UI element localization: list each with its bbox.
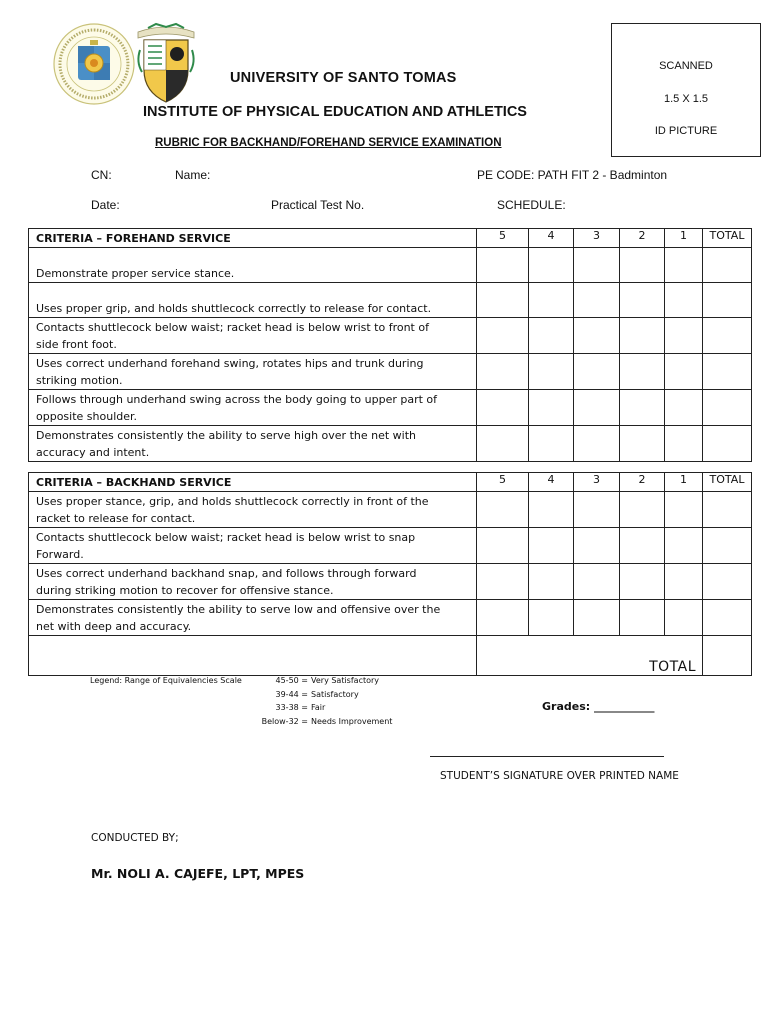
forehand-score-header-2: 3 [574,229,620,248]
forehand-table [28,228,752,462]
legend-range: Below-32 = [261,716,308,726]
forehand-criteria-title: CRITERIA – FOREHAND SERVICE [29,229,477,248]
forehand-score-cell[interactable] [574,248,620,283]
forehand-score-cell[interactable] [574,318,620,354]
signature-label: STUDENT’S SIGNATURE OVER PRINTED NAME [440,770,679,782]
backhand-criterion-line: net with deep and accuracy. [36,620,192,633]
university-name: UNIVERSITY OF SANTO TOMAS [230,70,457,86]
backhand-criteria-row [29,600,752,636]
backhand-score-cell[interactable] [703,492,752,528]
forehand-score-header-5: TOTAL [703,229,752,248]
date-label: Date: [91,198,120,212]
forehand-score-cell[interactable] [620,283,665,318]
forehand-score-cell[interactable] [529,283,574,318]
forehand-criteria-row [29,426,752,462]
forehand-score-cell[interactable] [574,426,620,462]
forehand-score-cell[interactable] [477,390,529,426]
backhand-criterion-line: Contacts shuttlecock below waist; racket head is below wrist to snap [36,531,416,544]
forehand-criteria-row [29,283,752,318]
name-label: Name: [175,168,211,182]
backhand-criterion-text [29,600,477,636]
backhand-total-label: TOTAL [477,636,703,676]
legend-description: Needs Improvement [311,716,393,726]
backhand-criterion-line: during striking motion to recover for offensive stance. [36,584,334,597]
forehand-score-cell[interactable] [529,248,574,283]
forehand-score-cell[interactable] [574,283,620,318]
backhand-criteria-row [29,564,752,600]
id-box-line-3: ID PICTURE [654,125,718,137]
backhand-score-cell[interactable] [574,492,620,528]
forehand-criteria-row [29,318,752,354]
forehand-score-cell[interactable] [703,283,752,318]
forehand-score-cell[interactable] [529,354,574,390]
pe-code-label: PE CODE: PATH FIT 2 - Badminton [477,168,668,182]
forehand-score-cell[interactable] [703,426,752,462]
backhand-criterion-line: Uses proper stance, grip, and holds shuttlecock correctly in front of the [36,495,429,508]
backhand-criterion-line: Uses correct underhand backhand snap, and follows through forward [36,567,417,580]
forehand-score-cell[interactable] [703,390,752,426]
backhand-score-header-5: TOTAL [703,473,752,492]
legend-description: Satisfactory [311,689,359,699]
forehand-score-cell[interactable] [477,318,529,354]
forehand-criterion-text [29,283,477,318]
forehand-score-cell[interactable] [703,318,752,354]
forehand-score-cell[interactable] [529,390,574,426]
legend-range: 39-44 = [275,689,308,699]
backhand-score-cell[interactable] [477,528,529,564]
id-box-line-2: 1.5 X 1.5 [663,93,709,105]
backhand-score-header-1: 4 [529,473,574,492]
practical-test-label: Practical Test No. [271,198,365,212]
forehand-score-cell[interactable] [529,426,574,462]
forehand-criteria-row [29,248,752,283]
forehand-criterion-text [29,354,477,390]
backhand-score-cell[interactable] [529,528,574,564]
backhand-criterion-text [29,564,477,600]
backhand-score-cell[interactable] [703,564,752,600]
forehand-criterion-line: opposite shoulder. [36,410,138,423]
forehand-criterion-line: Demonstrate proper service stance. [36,267,235,280]
backhand-criterion-text [29,492,477,528]
backhand-score-cell[interactable] [477,600,529,636]
backhand-score-header-3: 2 [620,473,665,492]
backhand-score-cell[interactable] [574,600,620,636]
forehand-score-cell[interactable] [665,248,703,283]
forehand-score-cell[interactable] [620,248,665,283]
forehand-score-cell[interactable] [665,318,703,354]
forehand-criteria-row [29,354,752,390]
teacher-name: Mr. NOLI A. CAJEFE, LPT, MPES [91,866,305,881]
backhand-criterion-line: racket to release for contact. [36,512,196,525]
backhand-score-cell[interactable] [620,492,665,528]
forehand-score-header-0: 5 [477,229,529,248]
forehand-score-cell[interactable] [477,354,529,390]
forehand-score-header-4: 1 [665,229,703,248]
backhand-score-cell[interactable] [529,564,574,600]
forehand-score-cell[interactable] [703,248,752,283]
backhand-score-cell[interactable] [529,492,574,528]
backhand-criterion-line: Demonstrates consistently the ability to serve low and offensive over the [36,603,441,616]
forehand-score-cell[interactable] [665,426,703,462]
cn-label: CN: [91,168,112,182]
backhand-score-cell[interactable] [574,564,620,600]
forehand-criterion-line: Uses proper grip, and holds shuttlecock correctly to release for contact. [36,302,432,315]
forehand-criterion-text [29,390,477,426]
backhand-score-cell[interactable] [620,528,665,564]
forehand-score-cell[interactable] [477,248,529,283]
backhand-score-cell[interactable] [477,564,529,600]
forehand-criterion-text [29,248,477,283]
ust-seal-icon [52,22,136,106]
forehand-criterion-text [29,426,477,462]
backhand-criterion-line: Forward. [36,548,84,561]
backhand-total-blank [29,636,477,676]
forehand-criteria-row [29,390,752,426]
forehand-criterion-line: Contacts shuttlecock below waist; racket head is below wrist to front of [36,321,429,334]
backhand-score-cell[interactable] [703,600,752,636]
forehand-score-cell[interactable] [620,426,665,462]
forehand-score-cell[interactable] [620,354,665,390]
backhand-score-cell[interactable] [665,528,703,564]
forehand-criterion-line: side front foot. [36,338,117,351]
ipea-shield-icon [134,22,198,104]
backhand-score-cell[interactable] [574,528,620,564]
signature-line [430,756,664,757]
forehand-score-cell[interactable] [574,354,620,390]
forehand-header-row [29,229,752,248]
backhand-criteria-title: CRITERIA – BACKHAND SERVICE [29,473,477,492]
legend-description: Very Satisfactory [311,676,380,685]
backhand-score-header-0: 5 [477,473,529,492]
forehand-score-cell[interactable] [703,354,752,390]
backhand-total-row [29,636,752,676]
backhand-score-header-2: 3 [574,473,620,492]
backhand-score-header-4: 1 [665,473,703,492]
backhand-score-cell[interactable] [665,600,703,636]
backhand-score-cell[interactable] [620,564,665,600]
backhand-header-row [29,473,752,492]
backhand-score-cell[interactable] [477,492,529,528]
forehand-criterion-line: Demonstrates consistently the ability to serve high over the net with [36,429,416,442]
forehand-score-cell[interactable] [665,390,703,426]
forehand-criterion-line: Uses correct underhand forehand swing, rotates hips and trunk during [36,357,424,370]
legend-description: Fair [311,703,326,712]
backhand-criteria-row [29,492,752,528]
schedule-label: SCHEDULE: [497,198,566,212]
forehand-score-cell[interactable] [620,390,665,426]
forehand-criterion-line: striking motion. [36,374,123,387]
backhand-score-cell[interactable] [703,528,752,564]
id-box-line-1: SCANNED [659,60,713,72]
backhand-criterion-text [29,528,477,564]
forehand-criterion-line: Follows through underhand swing across the body going to upper part of [36,393,438,406]
forehand-score-header-1: 4 [529,229,574,248]
forehand-score-cell[interactable] [477,283,529,318]
legend-range: 33-38 = [275,703,308,712]
backhand-score-cell[interactable] [665,564,703,600]
grades-label: Grades: ___________ [542,700,655,713]
backhand-criteria-row [29,528,752,564]
backhand-score-cell[interactable] [665,492,703,528]
backhand-score-cell[interactable] [529,600,574,636]
forehand-score-cell[interactable] [529,318,574,354]
conducted-by-label: CONDUCTED BY; [91,832,179,844]
legend-label: Legend: Range of Equivalencies Scale [90,676,242,685]
backhand-table [28,472,752,676]
forehand-criterion-line: accuracy and intent. [36,446,150,459]
rubric-title: RUBRIC FOR BACKHAND/FOREHAND SERVICE EXAMINATION [155,137,502,149]
forehand-score-header-3: 2 [620,229,665,248]
id-picture-box [611,23,761,157]
institute-name: INSTITUTE OF PHYSICAL EDUCATION AND ATHLETICS [143,104,527,120]
legend-range: 45-50 = [275,676,308,685]
forehand-score-cell[interactable] [574,390,620,426]
forehand-score-cell[interactable] [477,426,529,462]
forehand-score-cell[interactable] [665,283,703,318]
backhand-total-cell[interactable] [703,636,752,676]
forehand-score-cell[interactable] [620,318,665,354]
forehand-score-cell[interactable] [665,354,703,390]
forehand-criterion-text [29,318,477,354]
backhand-score-cell[interactable] [620,600,665,636]
